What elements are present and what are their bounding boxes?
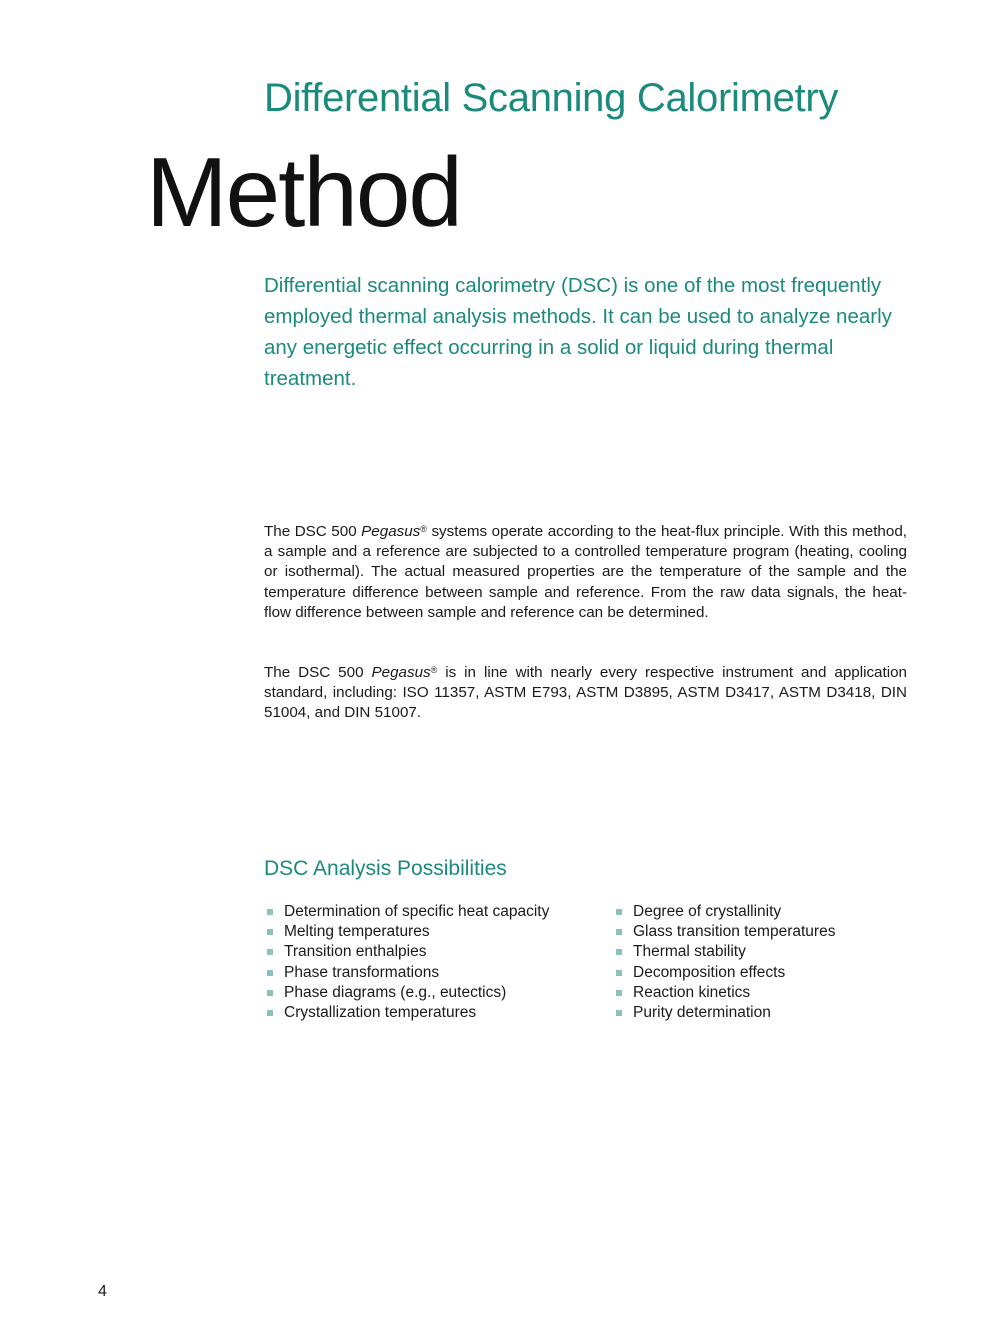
list-item xyxy=(266,942,556,962)
list-item-label: Glass transition temperatures xyxy=(633,923,836,941)
paragraph-text: systems operate according to the heat-flux principle. With this method, a sample and a reference are subjected to a controlled temperature program (heating, cooling or isothermal). The actual measured properties are the temperature of the sample and the temperature difference between sample and reference. From the raw data signals, the heat-flow difference between sample and reference can be determined. xyxy=(264,523,907,621)
list-item xyxy=(615,902,945,922)
registered-mark: ® xyxy=(430,665,438,675)
bullet-square-icon xyxy=(267,990,273,996)
list-item xyxy=(266,1003,556,1023)
page-title: Method xyxy=(146,137,461,247)
bullet-square-icon xyxy=(616,1010,622,1016)
bullet-square-icon xyxy=(616,929,622,935)
bullet-square-icon xyxy=(267,929,273,935)
bullet-square-icon xyxy=(267,970,273,976)
bullet-square-icon xyxy=(267,949,273,955)
page-number: 4 xyxy=(98,1283,107,1300)
product-name: Pegasus xyxy=(361,523,421,540)
lead-paragraph: Differential scanning calorimetry (DSC) is one of the most frequently employed thermal analysis methods. It can be used to analyze nearly any energetic effect occurring in a solid or liquid during thermal treatment. xyxy=(264,274,892,390)
list-item-label: Purity determination xyxy=(633,1004,771,1022)
analysis-list-left xyxy=(266,902,556,1023)
bullet-square-icon xyxy=(616,970,622,976)
list-item-label: Degree of crystallinity xyxy=(633,903,782,920)
list-item xyxy=(615,963,945,983)
list-item xyxy=(615,983,945,1003)
list-item-label: Determination of specific heat capacity xyxy=(284,903,550,920)
list-item xyxy=(266,963,556,983)
bullet-square-icon xyxy=(616,909,622,915)
analysis-list-right xyxy=(615,902,945,1023)
list-item xyxy=(266,983,556,1003)
list-item-label: Reaction kinetics xyxy=(633,983,751,1001)
list-item xyxy=(266,902,556,922)
list-item-label: Phase transformations xyxy=(284,963,440,981)
list-item xyxy=(615,942,945,962)
paragraph-prefix: The DSC 500 xyxy=(264,664,372,681)
body-paragraph-standards xyxy=(264,660,907,724)
analysis-heading: DSC Analysis Possibilities xyxy=(264,857,507,880)
list-item xyxy=(615,922,945,942)
body-paragraph-heat-flux xyxy=(264,519,907,623)
bullet-square-icon xyxy=(267,1010,273,1016)
list-item-label: Phase diagrams (e.g., eutectics) xyxy=(284,983,507,1001)
registered-mark: ® xyxy=(420,524,427,534)
bullet-square-icon xyxy=(616,990,622,996)
list-item-label: Transition enthalpies xyxy=(284,943,427,961)
paragraph-text: is in line with nearly every respective instrument and application standard, including: ISO 11357, ASTM E793, ASTM D3895, ASTM D3417, ASTM D3418, DIN 51004, and DIN 51007. xyxy=(264,664,907,722)
list-item xyxy=(615,1003,945,1023)
list-item-label: Thermal stability xyxy=(633,943,746,961)
list-item-label: Crystallization temperatures xyxy=(284,1004,477,1022)
section-supertitle: Differential Scanning Calorimetry xyxy=(264,76,839,120)
list-item-label: Melting temperatures xyxy=(284,923,430,941)
paragraph-prefix: The DSC 500 xyxy=(264,523,362,540)
bullet-square-icon xyxy=(616,949,622,955)
bullet-square-icon xyxy=(267,909,273,915)
list-item xyxy=(266,922,556,942)
product-name: Pegasus xyxy=(371,664,431,681)
list-item-label: Decomposition effects xyxy=(633,963,786,981)
